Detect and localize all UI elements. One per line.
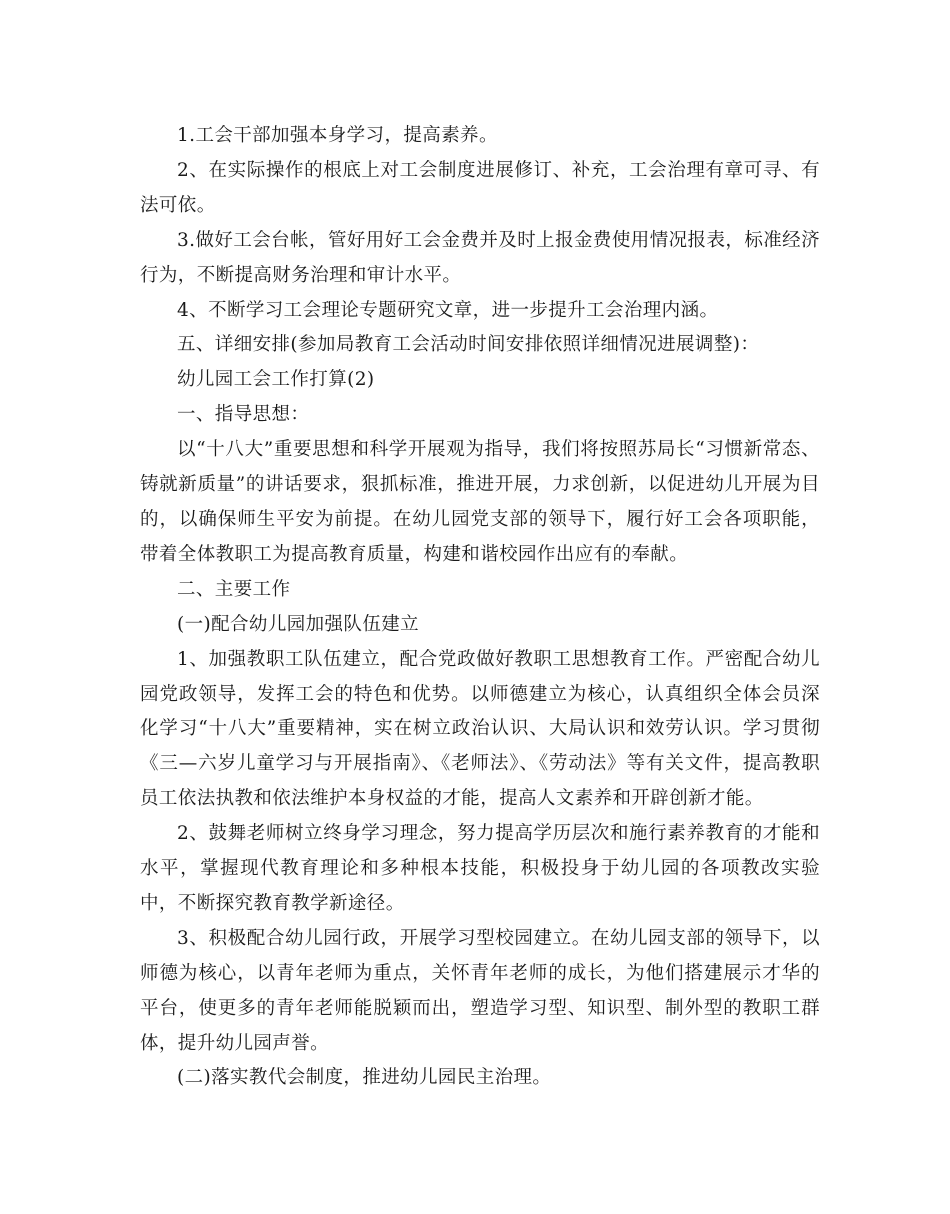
paragraph-2: 2、在实际操作的根底上对工会制度进展修订、补充，工会治理有章可寻、有法可依。	[140, 159, 820, 216]
document-body	[140, 119, 820, 1096]
paragraph-item-3: 3、积极配合幼儿园行政，开展学习型校园建立。在幼儿园支部的领导下，以师德为核心，以青年老师为重点，关怀青年老师的成长，为他们搭建展示才华的平台，使更多的青年老师能脱颖而出，塑造学习型、知识型、制外型的教职工群体，提升幼儿园声誉。	[140, 927, 820, 1054]
paragraph-3: 3.做好工会台帐，管好用好工会金费并及时上报金费使用情况报表，标准经济行为，不断提高财务治理和审计水平。	[140, 229, 820, 286]
paragraph-4: 4、不断学习工会理论专题研究文章，进一步提升工会治理内涵。	[177, 299, 719, 321]
subsection-heading-democratic-management: (二)落实教代会制度，推进幼儿园民主治理。	[177, 1067, 552, 1089]
paragraph-item-1: 1、加强教职工队伍建立，配合党政做好教职工思想教育工作。严密配合幼儿园党政领导，发挥工会的特色和优势。以师德建立为核心，认真组织全体会员深化学习“十八大”重要精神，实在树立政治认识、大局认识和效劳认识。学习贯彻《三—六岁儿童学习与开展指南》、《老师法》、《劳动法》等有关文件，提高教职员工依法执教和依法维护本身权益的才能，提高人文素养和开辟创新才能。	[140, 648, 820, 810]
subsection-heading-team-building: (一)配合幼儿园加强队伍建立	[177, 613, 420, 635]
section-heading-guiding-thought: 一、指导思想：	[177, 404, 310, 426]
document-subtitle: 幼儿园工会工作打算(2)	[177, 369, 375, 391]
section-heading-arrangement: 五、详细安排(参加局教育工会活动时间安排依照详细情况进展调整)：	[177, 334, 760, 356]
section-heading-main-work: 二、主要工作	[177, 578, 291, 600]
paragraph-item-2: 2、鼓舞老师树立终身学习理念，努力提高学历层次和施行素养教育的才能和水平，掌握现代教育理论和多种根本技能，积极投身于幼儿园的各项教改实验中，不断探究教育教学新途径。	[140, 823, 820, 914]
paragraph-1: 1.工会干部加强本身学习，提高素养。	[177, 125, 498, 146]
paragraph-guiding-thought: 以“十八大”重要思想和科学开展观为指导，我们将按照苏局长“习惯新常态、铸就新质量”的讲话要求，狠抓标准，推进开展，力求创新，以促进幼儿开展为目的，以确保师生平安为前提。在幼儿园党支部的领导下，履行好工会各项职能，带着全体教职工为提高教育质量，构建和谐校园作出应有的奉献。	[140, 439, 820, 565]
